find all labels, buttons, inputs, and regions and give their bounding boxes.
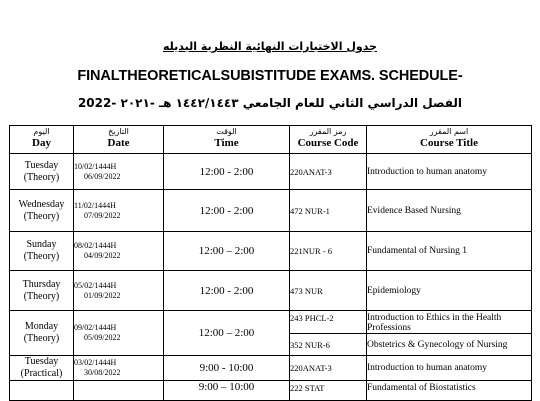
course-code-cell: 222 STAT: [290, 381, 367, 401]
course-title-cell: Introduction to human anatomy: [367, 356, 532, 381]
course-code-cell: 473 NUR: [290, 271, 367, 311]
course-title-cell: Evidence Based Nursing: [367, 190, 532, 232]
date-cell: 11/02/1444H 07/09/2022: [74, 190, 164, 232]
table-row: [10, 356, 532, 381]
time-cell: 12:00 – 2:00: [164, 311, 290, 356]
course-code-cell: 472 NUR-1: [290, 190, 367, 232]
header-date: التاريخ Date: [74, 126, 164, 154]
date-cell: 03/02/1444H 30/08/2022: [74, 356, 164, 381]
course-title-cell: Obstetrics & Gynecology of Nursing: [367, 334, 532, 356]
day-cell: Monday (Theory): [10, 311, 74, 356]
course-title-cell: Fundamental of Biostatistics: [367, 381, 532, 401]
date-cell: 05/02/1444H 01/09/2022: [74, 271, 164, 311]
header-code: رمز المقرر Course Code: [290, 126, 367, 154]
header-title: اسم المقرر Course Title: [367, 126, 532, 154]
time-cell: 12:00 - 2:00: [164, 271, 290, 311]
day-cell: Thursday (Theory): [10, 271, 74, 311]
course-code-cell: 352 NUR-6: [290, 334, 367, 356]
course-title-cell: Introduction to Ethics in the Health Professions: [367, 311, 532, 334]
english-title: FINALTHEORETICALSUBISTITUDE EXAMS. SCHEDULE-: [77, 68, 463, 84]
header-day: اليوم Day: [10, 126, 74, 154]
arabic-title: جدول الاختبارات النهائية النظرية البديله: [162, 40, 377, 53]
day-cell: [10, 381, 74, 401]
time-cell: 12:00 – 2:00: [164, 232, 290, 271]
course-title-cell: Introduction to human anatomy: [367, 154, 532, 190]
time-cell: 12:00 - 2:00: [164, 190, 290, 232]
time-cell: 12:00 - 2:00: [164, 154, 290, 190]
date-cell: [74, 381, 164, 401]
time-cell: 9:00 – 10:00: [164, 381, 290, 401]
table-row: [10, 232, 532, 271]
date-cell: 08/02/1444H 04/09/2022: [74, 232, 164, 271]
table-row: [10, 311, 532, 334]
table-row: [10, 381, 532, 401]
semester-line: الفصل الدراسي الثاني للعام الجامعي ١٤٤٢/١٤٤٣ هـ -٢٠٢١ -2022: [77, 96, 463, 110]
course-code-cell: 220ANAT-3: [290, 356, 367, 381]
table-row: [10, 271, 532, 311]
table-row: [10, 154, 532, 190]
course-code-cell: 221NUR - 6: [290, 232, 367, 271]
course-title-cell: Epidemiology: [367, 271, 532, 311]
table-header-row: [10, 126, 532, 154]
table-row: [10, 190, 532, 232]
day-cell: Wednesday (Theory): [10, 190, 74, 232]
time-cell: 9:00 - 10:00: [164, 356, 290, 381]
header-time: الوقت Time: [164, 126, 290, 154]
day-cell: Tuesday (Practical): [10, 356, 74, 381]
course-title-cell: Fundamental of Nursing 1: [367, 232, 532, 271]
day-cell: Tuesday (Theory): [10, 154, 74, 190]
exam-schedule-table: [9, 125, 532, 401]
day-cell: Sunday (Theory): [10, 232, 74, 271]
course-code-cell: 220ANAT-3: [290, 154, 367, 190]
date-cell: 09/02/1444H 05/09/2022: [74, 311, 164, 356]
date-cell: 10/02/1444H 06/09/2022: [74, 154, 164, 190]
course-code-cell: 243 PHCL-2: [290, 311, 367, 334]
